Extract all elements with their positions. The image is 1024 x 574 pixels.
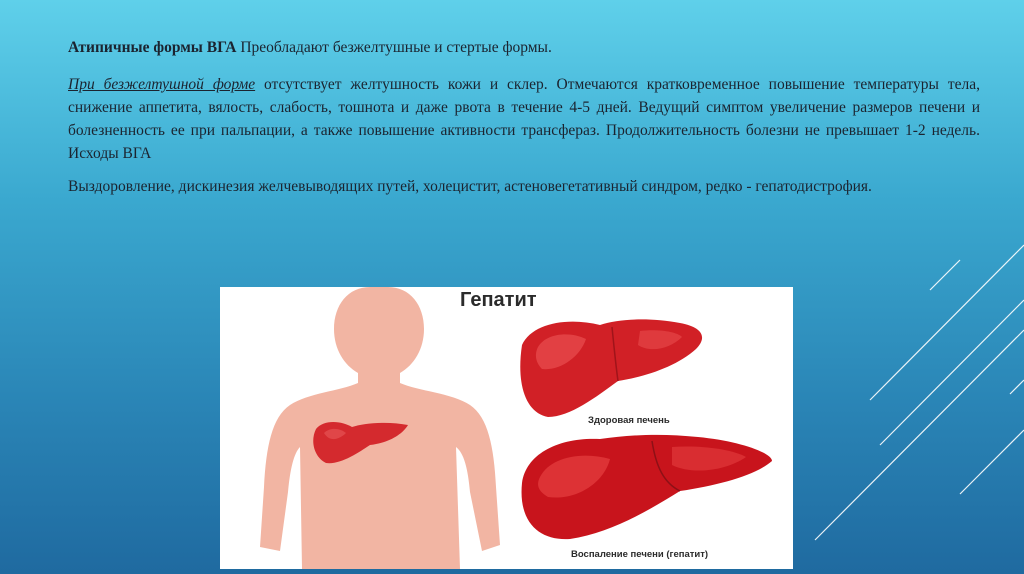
healthy-liver-caption: Здоровая печень (588, 415, 670, 426)
paragraph-atypical-forms (68, 36, 980, 59)
slide-text (68, 36, 980, 208)
figure-title: Гепатит (460, 289, 537, 311)
hepatitis-image (220, 287, 793, 569)
hepatitis-illustration (220, 287, 793, 569)
outcomes-text: Выздоровление, дискинезия желчевыводящих путей, холецистит, астеновегетативный синдром, редко - гепатодистрофия. (68, 178, 872, 195)
healthy-liver (520, 319, 702, 417)
anicteric-form-heading: При безжелтушной форме (68, 76, 256, 93)
inflamed-liver-caption: Воспаление печени (гепатит) (571, 549, 709, 560)
paragraph-anicteric-form (68, 73, 980, 165)
paragraph-outcomes (68, 175, 980, 198)
inflamed-liver (522, 435, 772, 539)
atypical-forms-heading: Атипичные формы ВГА (68, 39, 237, 56)
atypical-forms-text: Преобладают безжелтушные и стертые формы. (236, 39, 552, 56)
anicteric-form-text: отсутствует желтушность кожи и склер. Отмечаются кратковременное повышение температуры тела, снижение аппетита, вялость, слабость, тошнота и даже рвота в течение 4-5 дней. Ведущий симптом увеличение размеров печени и болезненность ее при пальпации, а также повышение активности трансфераз. Продолжительность болезни не превышает 1-2 недель. Исходы ВГА (68, 76, 980, 162)
